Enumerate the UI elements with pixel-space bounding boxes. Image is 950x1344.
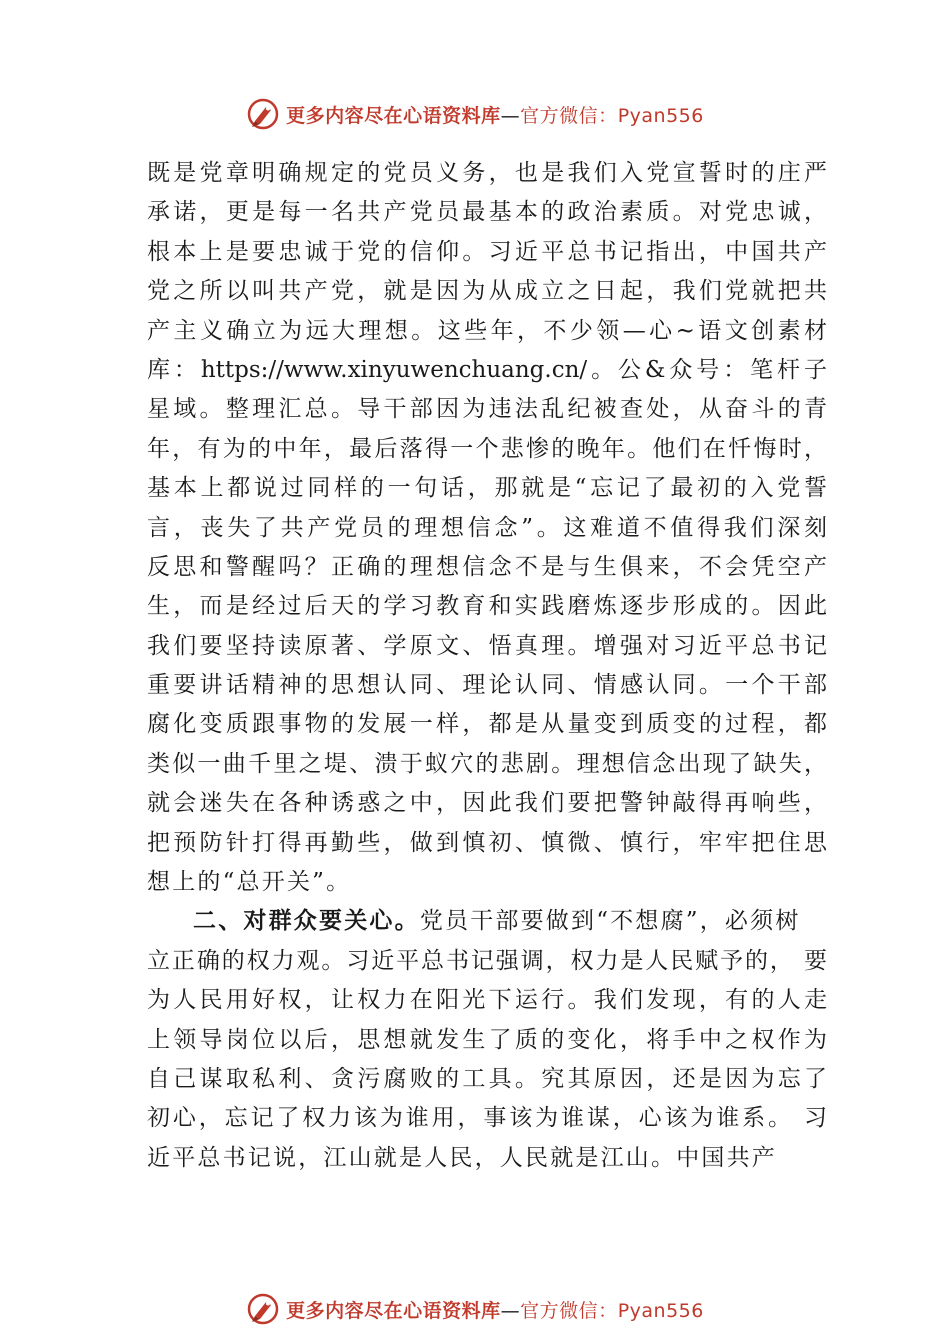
body-line: 把预防针打得再勤些，做到慎初、慎微、慎行，牢牢把住思 [147,829,827,856]
body-line: 星域。整理汇总。导干部因为违法乱纪被查处，从奋斗的青 [147,396,827,423]
body-line: 基本上都说过同样的一句话，那就是“忘记了最初的入党誓 [147,475,827,502]
section-2-line: 立正确的权力观。习近平总书记强调，权力是人民赋予的， 要 [147,947,827,974]
section-2-line: 自己谋取私利、贪污腐败的工具。究其原因，还是因为忘了 [147,1065,827,1092]
body-line: 我们要坚持读原著、学原文、悟真理。增强对习近平总书记 [147,632,827,659]
body-line: 腐化变质跟事物的发展一样，都是从量变到质变的过程，都 [147,711,827,738]
header-watermark-text [286,101,704,128]
body-line: 产主义确立为远大理想。这些年，不少领—心~语文创素材 [147,317,827,344]
document-body [147,154,827,1178]
body-line: 重要讲话精神的思想认同、理论认同、情感认同。一个干部 [147,672,827,699]
brand-logo-icon [246,1292,280,1326]
body-line: 既是党章明确规定的党员义务，也是我们入党宣誓时的庄严 [147,160,827,186]
header-watermark-banner [0,92,950,136]
header-separator: — [500,104,521,127]
footer-brand: 更多内容尽在心语资料库 [286,1299,501,1322]
footer-separator: — [500,1299,521,1322]
body-line: 类似一曲千里之堤、溃于蚁穴的悲剧。理想信念出现了缺失， [147,750,827,777]
body-line: 就会迷失在各种诱惑之中，因此我们要把警钟敲得再响些， [147,790,827,817]
body-line-with-url: 库：https://www.xinyuwenchuang.cn/。公&众号：笔杆子 [147,356,827,383]
body-line: 党之所以叫共产党，就是因为从成立之日起，我们党就把共 [147,278,827,305]
body-line: 承诺，更是每一名共产党员最基本的政治素质。对党忠诚， [147,199,827,226]
footer-official-label: 官方微信： [520,1299,618,1322]
header-brand: 更多内容尽在心语资料库 [286,104,501,127]
footer-wechat-id: Pyan556 [617,1299,704,1322]
section-2-line: 为人民用好权，让权力在阳光下运行。我们发现，有的人走 [147,987,827,1014]
header-official-label: 官方微信： [520,104,618,127]
brand-logo-icon [246,97,280,131]
section-2-line: 上领导岗位以后，思想就发生了质的变化，将手中之权作为 [147,1026,827,1053]
body-line: 言，丧失了共产党员的理想信念”。这难道不值得我们深刻 [147,514,827,541]
footer-watermark-banner [0,1287,950,1331]
footer-watermark-text [286,1296,704,1323]
section-2-lead-text: 党员干部要做到“不想腐”，必须树 [419,908,801,935]
section-2-line: 初心，忘记了权力该为谁用，事该为谁谋，心该为谁系。 习 [147,1105,827,1132]
section-2-first-line [147,902,827,941]
header-wechat-id: Pyan556 [617,104,704,127]
section-2-line: 近平总书记说，江山就是人民，人民就是江山。中国共产 [147,1144,777,1171]
body-line: 反思和警醒吗？正确的理想信念不是与生俱来，不会凭空产 [147,553,827,580]
body-line: 年，有为的中年，最后落得一个悲惨的晚年。他们在忏悔时， [147,435,827,462]
section-2-heading: 二、对群众要关心。 [193,908,420,935]
body-line: 根本上是要忠诚于党的信仰。习近平总书记指出，中国共产 [147,238,827,265]
body-line: 生，而是经过后天的学习教育和实践磨炼逐步形成的。因此 [147,593,827,620]
body-line: 想上的“总开关”。 [147,869,352,896]
